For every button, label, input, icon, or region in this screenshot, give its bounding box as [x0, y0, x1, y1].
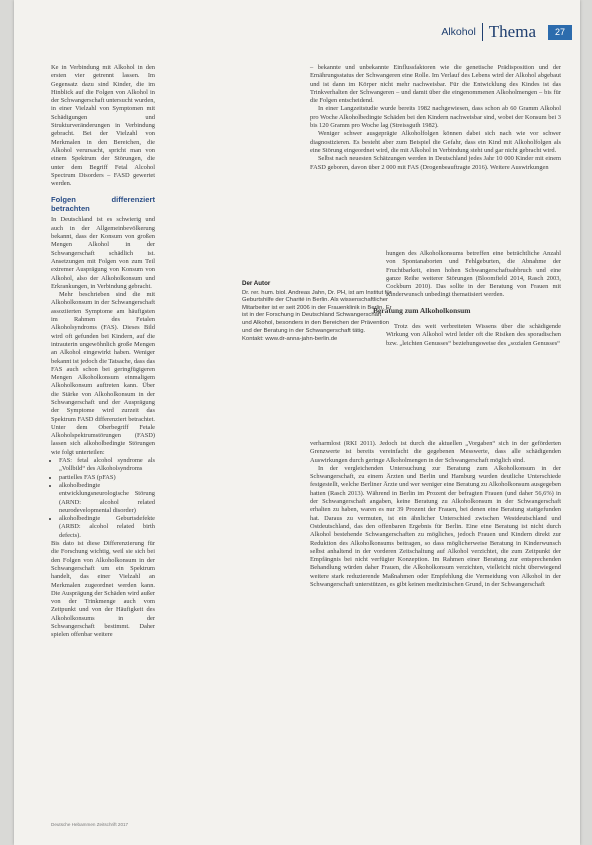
- header-divider: [482, 23, 483, 41]
- right-paragraph-1: – bekannte und unbekannte Einflussfaktoren wie die genetische Prädisposition und der Ernährungsstatus der Schwangeren eine Rolle. Im Verlauf des Lebens wird der Alkohol abgebaut und ist dann im Körper nicht mehr nachweisbar. Für die Entwicklung des Kindes ist das Trinkverhalten der Schwangeren – und damit über die eingenommenen Alkoholmengen – bis für die Folgen entscheidend.: [310, 64, 561, 105]
- text-column-left: [51, 64, 155, 640]
- beratung-paragraph-1: verharmlost (RKI 2011). Jedoch ist durch die aktuellen „Vorgaben“ sich in der geförderten Grenzwerte ist bereits vereinfacht die gegebenen Messwerte, dass alle schädigenden Auswirkungen durch geringe Alkoholmengen in der Schwangerschaft möglich sind.: [310, 440, 561, 464]
- beratung-paragraph-2: In der vergleichenden Untersuchung zur Beratung zum Alkoholkonsum in der Schwangerschaft, zu einem Ärzten und Berlin und Hamburg wurden deutliche Unterschiede festgestellt, welche Berliner Ärzte und wer weniger eine Beratung zu Alkoholkonsum ausgegeben hatten (Rasch 2013). Während in Berlin im Prozent der befragten Frauen (und daher 56,6%) in der Schwangerschaft angaben, keine Beratung zu Alkoholkonsum in der Schwangerschaft erhalten zu haben, waren es nur 39 Prozent der Frauen, bei denen eine Beratung stattgefunden hat. Daraus zu vermuten, ist ein ähnlicher Unterschied zwischen Westdeutschland und Ostdeutschland, das den offenbaren Ergebnis für Berlin. Eine eine Beratung ist nicht durch Alkohol bestehende Schwangerschaften zu mögliches, jedoch Frauen und Kindern direkt zur Reduktion des Alkoholkonsums beitragen, so dass möglicherweise Beratung in Kinderwunsch selbst anhaltend in der vorderen Zeitschaltung auf Alkohol verzichtet, die zum Zeitpunkt der Empfängnis bei nicht verfügter Konzeption. Im Rahmen einer Beratung zur entsprechenden Behandlung würden daher Frauen, die Alkoholkonsum verzichten, vielleicht nicht überwiegend weitere stark reduzierende Maßnahmen oder Empfehlung die Vermeidung von Alkohol in der Schwangerschaft unterstützen, es gibt keinen medizinischen Grund, in der Schwangerschaft: [310, 464, 561, 589]
- page-number-badge: 27: [548, 25, 572, 40]
- right-paragraph-4: Selbst nach neuesten Schätzungen werden in Deutschland jedes Jahr 10 000 Kinder mit einem FASD geboren, davon über 2 000 mit FAS (Drogenbeauftragte 2016). Weitere Auswirkungen: [310, 155, 561, 171]
- fasd-list: [51, 457, 155, 540]
- intro-paragraph: Ke in Verbindung mit Alkohol in den ersten vier getrennt lassen. Im Gegensatz dazu sind Kinder, die im Hinblick auf die Folgen von Alkohol in der Schwangerschaft untersucht wurden, in einer Vielzahl von Symptomen mit Schädigungen und Strukturveränderungen in Verbindung gebracht. Bei der Vielzahl von Merkmalen in den Bereichen, die Alkohol verursacht, spricht man von einem Spektrum der Störungen, die unter dem Begriff Fetal Alcohol Spectrum Disorders – FASD gewertet werden.: [51, 64, 155, 188]
- section-heading-beratung: Beratung zum Alkoholkonsum: [373, 306, 471, 316]
- list-item: • FAS: fetal alcohol syndrome als „Vollbild“ des Alkoholsyndroms: [59, 457, 155, 474]
- folgen-paragraph-1: In Deutschland ist es schwierig und auch in der Allgemeinbevölkerung bekannt, dass der Konsum von großen Mengen Alkohol in der Schwangerschaft schädlich ist. Ansetzungen mit Folgen von zum Teil extremer Ausprägung von Konsum von Alkohol, also der Alkoholkonsum und Erkrankungen, in Verbindung gebracht.: [51, 216, 155, 290]
- page-header: [441, 22, 572, 42]
- list-item: • alkoholbedingte entwicklungsneurologische Störung (ARND: alcohol related neurodevelopmental disorder): [59, 482, 155, 515]
- header-topic: Alkohol: [441, 26, 476, 38]
- right-paragraph-3: Weniger schwer ausgeprägte Alkoholfolgen können dabei sich nach wie vor schwer diagnostizieren. Es besteht aber zum Beispiel die Gefahr, dass ein Kind mit Alkoholfolgen als eine Störung eingeordnet wird, die mit Alkohol in Verbindung steht und gar nicht gebracht wird.: [310, 130, 561, 154]
- right-sub-paragraph: hungen des Alkoholkonsums betreffen eine beträchtliche Anzahl von Spontanaborten und Fehlgeburten, die Abnahme der Fruchtbarkeit, einen hohen Schwangerschaftsabbruch und eine ganze Reihe weiterer Störungen (Bloomfield 2014, Rasch 2003, Cockburn 2010). Das sollte in der Beratung von Frauen mit Kinderwunsch unbedingt thematisiert werden.: [386, 250, 561, 299]
- text-column-right-sub: [373, 250, 561, 348]
- author-infobox: [242, 280, 392, 344]
- header-section: Thema: [488, 22, 536, 41]
- closing-paragraph: Bis dato ist diese Differenzierung für die Forschung wichtig, weil sie sich bei den Folgen von Alkoholkonsum in der Schwangerschaft um ein Spektrum handelt, das einer Vielzahl an Merkmalen zugeordnet werden kann. Die Ausprägung der Schäden wird außer von der Trinkmenge auch vom Zeitpunkt und von der Häufigkeit des Alkoholkonsums in der Schwangerschaft bestimmt. Daher spielen offenbar weitere: [51, 540, 155, 639]
- infobox-text: Dr. rer. hum. biol. Andreas Jahn, Dr. PH, ist am Institut für Geburtshilfe der Charité in Berlin. Als wissenschaftlicher Mitarbeiter ist er seit 2006 in der Frauenklinik in Berlin. Er ist in der Forschung in Deutschland Schwangerschaft und Alkohol, besonders in den Bereichen der Prävention und der Beratung in der Schwangerschaft tätig.: [242, 289, 392, 334]
- right-paragraph-2: In einer Langzeitstudie wurde bereits 1982 nachgewiesen, dass schon ab 60 Gramm Alkohol pro Woche Alkoholbedingte Schäden bei den Kindern nachweisbar sind, wobei der Konsum bei 3 bis 120 Gramm pro Woche lag (Streissguth 1982).: [310, 105, 561, 130]
- text-column-right-bottom: [310, 440, 561, 589]
- beratung-intro: Trotz des weit verbreiteten Wissens über die schädigende Wirkung von Alkohol wird leider oft die Risiken des sporadischen bzw. „leichten Genusses“ beziehungsweise des „sozialen Genusses“: [386, 323, 561, 347]
- text-column-right-top: [310, 64, 561, 172]
- page-footer: Deutsche Hebammen Zeitschrift 2017: [51, 822, 129, 827]
- infobox-title: Der Autor: [242, 280, 271, 287]
- section-heading-folgen: Folgen differenziert betrachten: [51, 195, 155, 214]
- infobox-contact: Kontakt: www.dr-anna-jahn-berlin.de: [242, 336, 338, 343]
- folgen-paragraph-2: Mehr beschrieben sind die mit Alkoholkonsum in der Schwangerschaft assoziierten Symptome am häufigsten im Rahmen des Fetalen Alkoholsyndroms (FAS). Dieses Bild wird oft gefunden bei Kindern, auf die intrauterin ungewöhnlich große Mengen an Alkohol eingewirkt haben. Weniger bekannt ist jedoch die Tatsache, dass das FAS auch schon bei geringfügigeren Mengen Alkoholkonsum einmaligem Alkoholkonsum auftreten kann. Über die Stärke von Alkoholkonsum in der Schwangerschaft und der Ausprägung der Symptome wird zurzeit das Spektrum FASD differenziert betrachtet. Unter dem Oberbegriff Fetale Alkoholspektrumstörungen (FASD) lassen sich alkoholbedingte Störungen wie folgt unterteilen:: [51, 291, 155, 456]
- magazine-page: [14, 0, 580, 845]
- list-item: • partielles FAS (pFAS): [59, 474, 155, 482]
- list-item: • alkoholbedingte Geburtsdefekte (ARBD: alcohol related birth defects).: [59, 515, 155, 540]
